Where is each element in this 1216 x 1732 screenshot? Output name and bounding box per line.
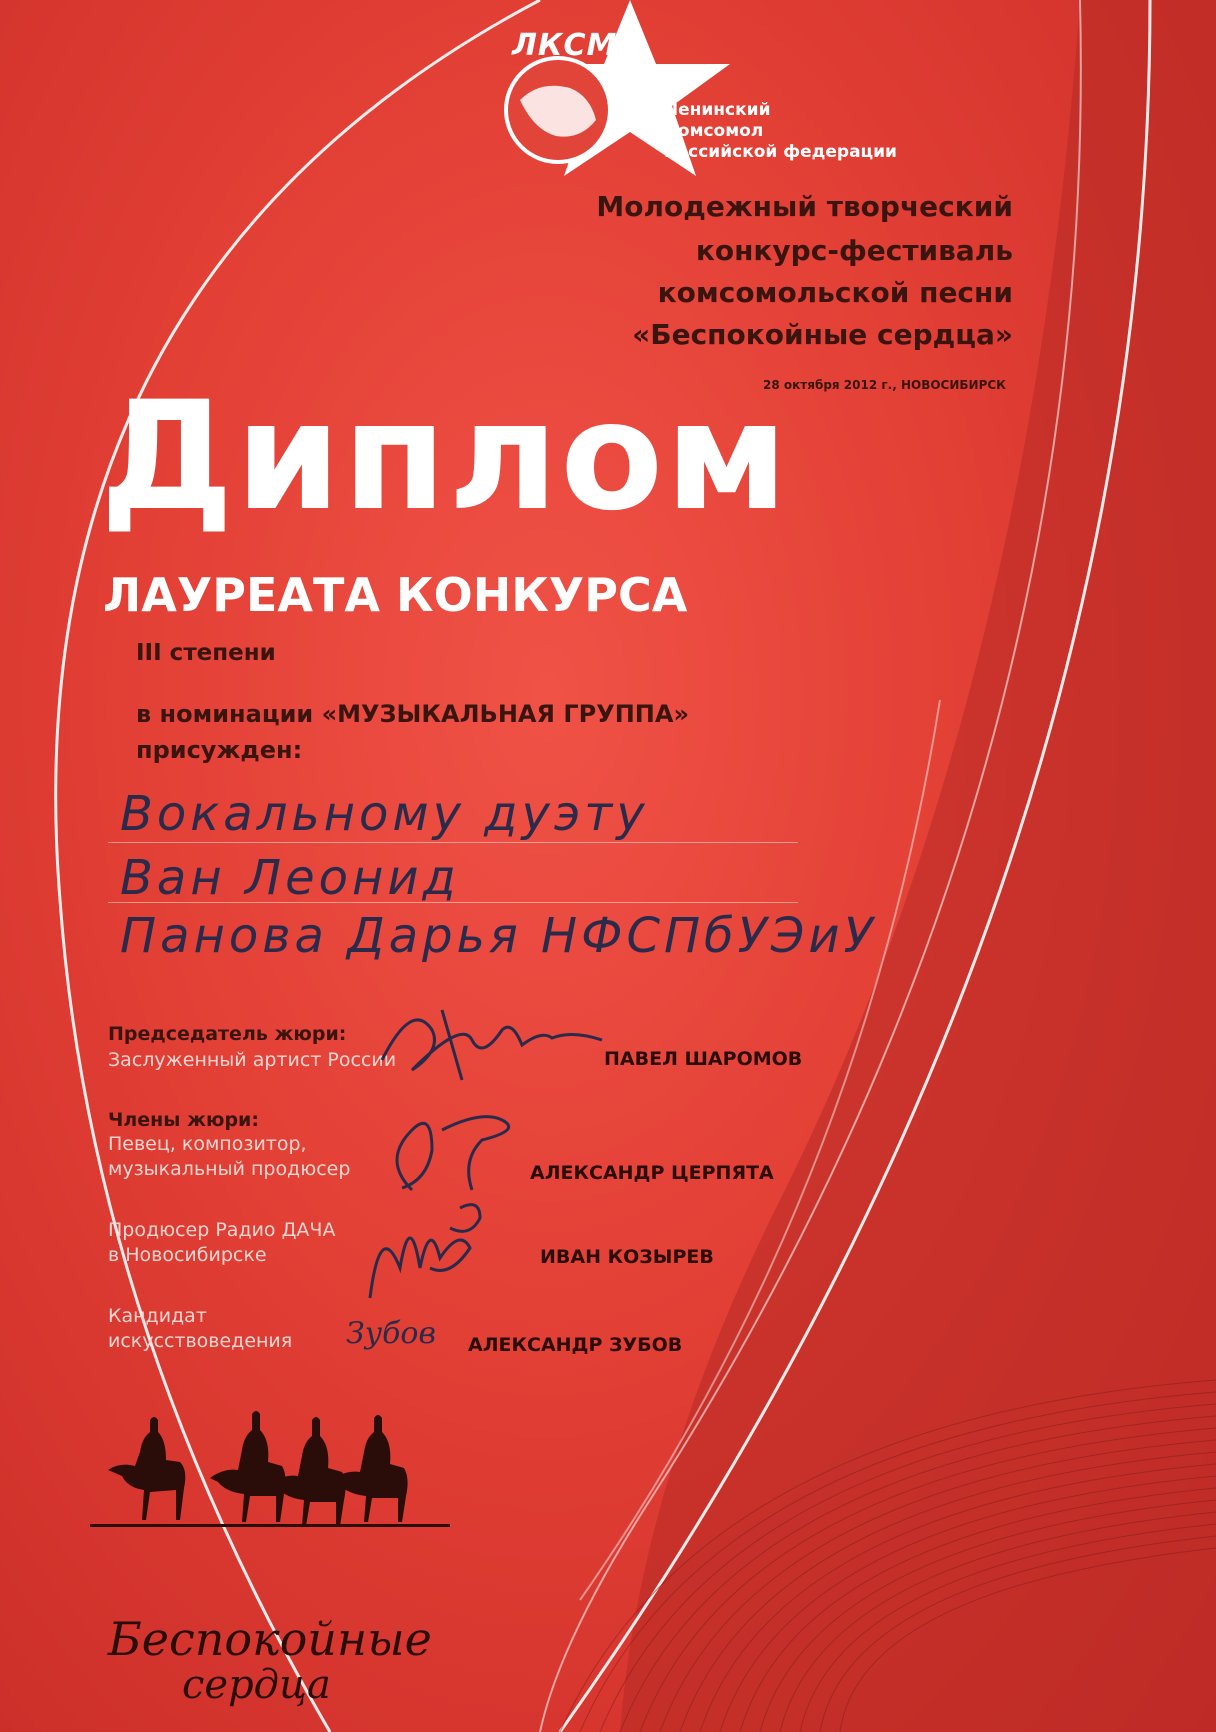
degree-label: III степени — [136, 640, 276, 666]
jury-member-title: искусствоведения — [108, 1330, 293, 1352]
horsemen-silhouettes — [90, 1411, 450, 1527]
jury-member-name: АЛЕКСАНДР ЗУБОВ — [468, 1334, 683, 1356]
jury-member-title: музыкальный продюсер — [108, 1158, 351, 1180]
jury-chair-heading: Председатель жюри: — [108, 1023, 347, 1045]
logo-text-line: Комсомол — [664, 121, 764, 141]
recipient-line: Вокальному дуэту — [120, 786, 649, 842]
brand-wordmark-line: Беспокойные — [108, 1612, 432, 1666]
jury-members-heading: Члены жюри: — [108, 1109, 259, 1131]
festival-title-line: Молодежный творческий — [596, 190, 1013, 223]
member-signature: Зубов — [346, 1316, 436, 1351]
jury-member-title: Кандидат — [108, 1305, 207, 1327]
jury-member-name: ИВАН КОЗЫРЕВ — [540, 1246, 714, 1268]
recipient-underline — [108, 842, 798, 843]
member-signature — [372, 1100, 542, 1200]
recipient-line: Панова Дарья НФСПбУЭиУ — [120, 908, 877, 964]
logo-abbreviation: ЛКСМ — [512, 28, 618, 63]
jury-member-name: АЛЕКСАНДР ЦЕРПЯТА — [530, 1162, 774, 1184]
recipient-underline — [108, 902, 798, 903]
jury-chair-name: ПАВЕЛ ШАРОМОВ — [604, 1048, 803, 1070]
chair-signature — [372, 990, 612, 1090]
awarded-label: присужден: — [136, 736, 303, 764]
recipient-line: Ван Леонид — [120, 850, 460, 906]
festival-title-line: «Беспокойные сердца» — [632, 318, 1013, 351]
festival-title-line: комсомольской песни — [657, 276, 1013, 309]
jury-chair-title: Заслуженный артист России — [108, 1049, 397, 1071]
brand-wordmark-line: сердца — [182, 1662, 331, 1708]
logo-text-line: Российской федерации — [664, 142, 897, 162]
diploma-subtitle: ЛАУРЕАТА КОНКУРСА — [103, 568, 688, 622]
jury-member-title: Продюсер Радио ДАЧА — [108, 1219, 336, 1241]
jury-member-title: в Новосибирске — [108, 1244, 267, 1266]
jury-member-title: Певец, композитор, — [108, 1133, 307, 1155]
event-date: 28 октября 2012 г., НОВОСИБИРСК — [763, 378, 1006, 392]
diploma-title: Диплом — [100, 370, 790, 544]
member-signature — [360, 1188, 500, 1308]
logo-text-line: Ленинский — [664, 100, 771, 120]
nomination-label: в номинации «МУЗЫКАЛЬНАЯ ГРУППА» — [136, 700, 689, 728]
festival-title-line: конкурс-фестиваль — [695, 234, 1013, 267]
